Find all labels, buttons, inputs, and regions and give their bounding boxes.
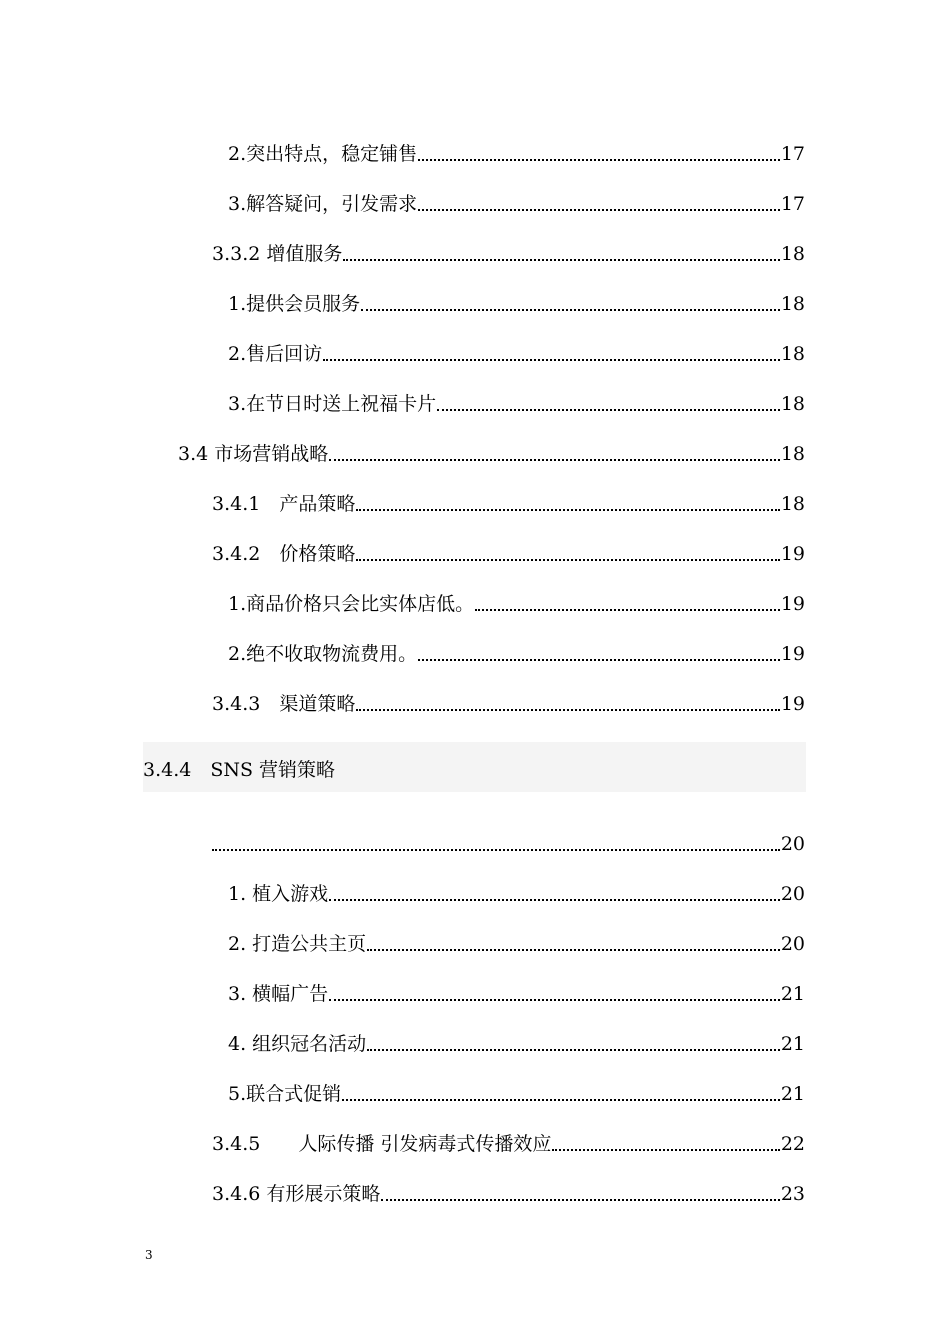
toc-entry-page: 18: [780, 443, 805, 465]
dot-leader: [356, 709, 779, 711]
toc-entry-title: 3.4 市场营销战略: [178, 443, 329, 465]
dot-leader: [342, 1099, 780, 1101]
toc-entry-title: 3. 横幅广告: [228, 983, 329, 1005]
toc-entry[interactable]: [228, 334, 805, 364]
dot-leader: [552, 1149, 779, 1151]
toc-entry[interactable]: [228, 384, 805, 414]
toc-entry[interactable]: [228, 924, 805, 954]
highlighted-heading[interactable]: 3.4.4 SNS 营销策略: [143, 759, 336, 781]
dot-leader: [475, 609, 780, 611]
toc-entry-title: 1. 植入游戏: [228, 883, 329, 905]
dot-leader: [329, 899, 780, 901]
toc-entry-title: 2. 打造公共主页: [228, 933, 367, 955]
toc-entry-title: 2.突出特点，稳定铺售: [228, 143, 418, 165]
toc-entry-page: 20: [780, 933, 805, 955]
page-number: 3: [145, 1248, 153, 1262]
toc-entry-page: 19: [780, 543, 805, 565]
dot-leader: [418, 209, 780, 211]
toc-entry[interactable]: [228, 874, 805, 904]
dot-leader: [329, 459, 780, 461]
dot-leader: [323, 359, 780, 361]
toc-entry-title: 3.在节日时送上祝福卡片: [228, 393, 437, 415]
toc-entry-title: 3.4.6 有形展示策略: [212, 1183, 381, 1205]
toc-entry-title: 1.提供会员服务: [228, 293, 361, 315]
toc-entry[interactable]: [212, 684, 805, 714]
toc-entry-page: 20: [780, 883, 805, 905]
toc-entry[interactable]: [212, 1174, 805, 1204]
toc-entry[interactable]: [212, 824, 805, 854]
dot-leader: [329, 999, 780, 1001]
toc-entry-title: 1.商品价格只会比实体店低。: [228, 593, 475, 615]
dot-leader: [381, 1199, 779, 1201]
toc-entry[interactable]: [212, 234, 805, 264]
toc-entry[interactable]: [228, 1074, 805, 1104]
toc-entry[interactable]: [212, 1124, 805, 1154]
dot-leader: [418, 659, 780, 661]
toc-entry[interactable]: [228, 634, 805, 664]
toc-entry-page: 19: [780, 643, 805, 665]
toc-entry-title: 4. 组织冠名活动: [228, 1033, 367, 1055]
dot-leader: [437, 409, 780, 411]
dot-leader: [356, 559, 779, 561]
dot-leader: [343, 259, 779, 261]
toc-entry-page: 18: [780, 293, 805, 315]
toc-entry[interactable]: [212, 534, 805, 564]
toc-entry-title: 3.4.1 产品策略: [212, 493, 356, 515]
toc-entry-page: 21: [780, 1033, 805, 1055]
toc-entry-page: 17: [780, 143, 805, 165]
dot-leader: [356, 509, 779, 511]
toc-entry-page: 18: [780, 393, 805, 415]
toc-entry-page: 18: [780, 493, 805, 515]
toc-entry-page: 22: [780, 1133, 805, 1155]
toc-entry-title: 2.售后回访: [228, 343, 323, 365]
toc-entry-page: 21: [780, 1083, 805, 1105]
toc-entry-page: 18: [780, 343, 805, 365]
toc-entry-title: 3.3.2 增值服务: [212, 243, 343, 265]
toc-entry[interactable]: [212, 484, 805, 514]
toc-entry[interactable]: [228, 284, 805, 314]
toc-entry-title: 2.绝不收取物流费用。: [228, 643, 418, 665]
toc-entry[interactable]: [228, 974, 805, 1004]
dot-leader: [212, 849, 780, 851]
toc-entry[interactable]: [228, 1024, 805, 1054]
toc-entry-title: 3.4.5 人际传播 引发病毒式传播效应: [212, 1133, 552, 1155]
dot-leader: [361, 309, 780, 311]
toc-entry[interactable]: [228, 184, 805, 214]
dot-leader: [418, 159, 780, 161]
toc-entry[interactable]: [228, 134, 805, 164]
toc-entry-title: 3.4.3 渠道策略: [212, 693, 356, 715]
toc-entry-title: 3.4.2 价格策略: [212, 543, 356, 565]
toc-entry-page: 17: [780, 193, 805, 215]
toc-entry-page: 18: [780, 243, 805, 265]
dot-leader: [367, 1049, 780, 1051]
toc-entry-page: 19: [780, 593, 805, 615]
toc-entry-page: 20: [780, 833, 805, 855]
toc-entry[interactable]: [178, 434, 805, 464]
dot-leader: [367, 949, 780, 951]
toc-entry-page: 23: [780, 1183, 805, 1205]
toc-entry-title: 5.联合式促销: [228, 1083, 342, 1105]
toc-entry[interactable]: [228, 584, 805, 614]
toc-entry-title: 3.解答疑问，引发需求: [228, 193, 418, 215]
toc-entry-page: 21: [780, 983, 805, 1005]
toc-entry-page: 19: [780, 693, 805, 715]
